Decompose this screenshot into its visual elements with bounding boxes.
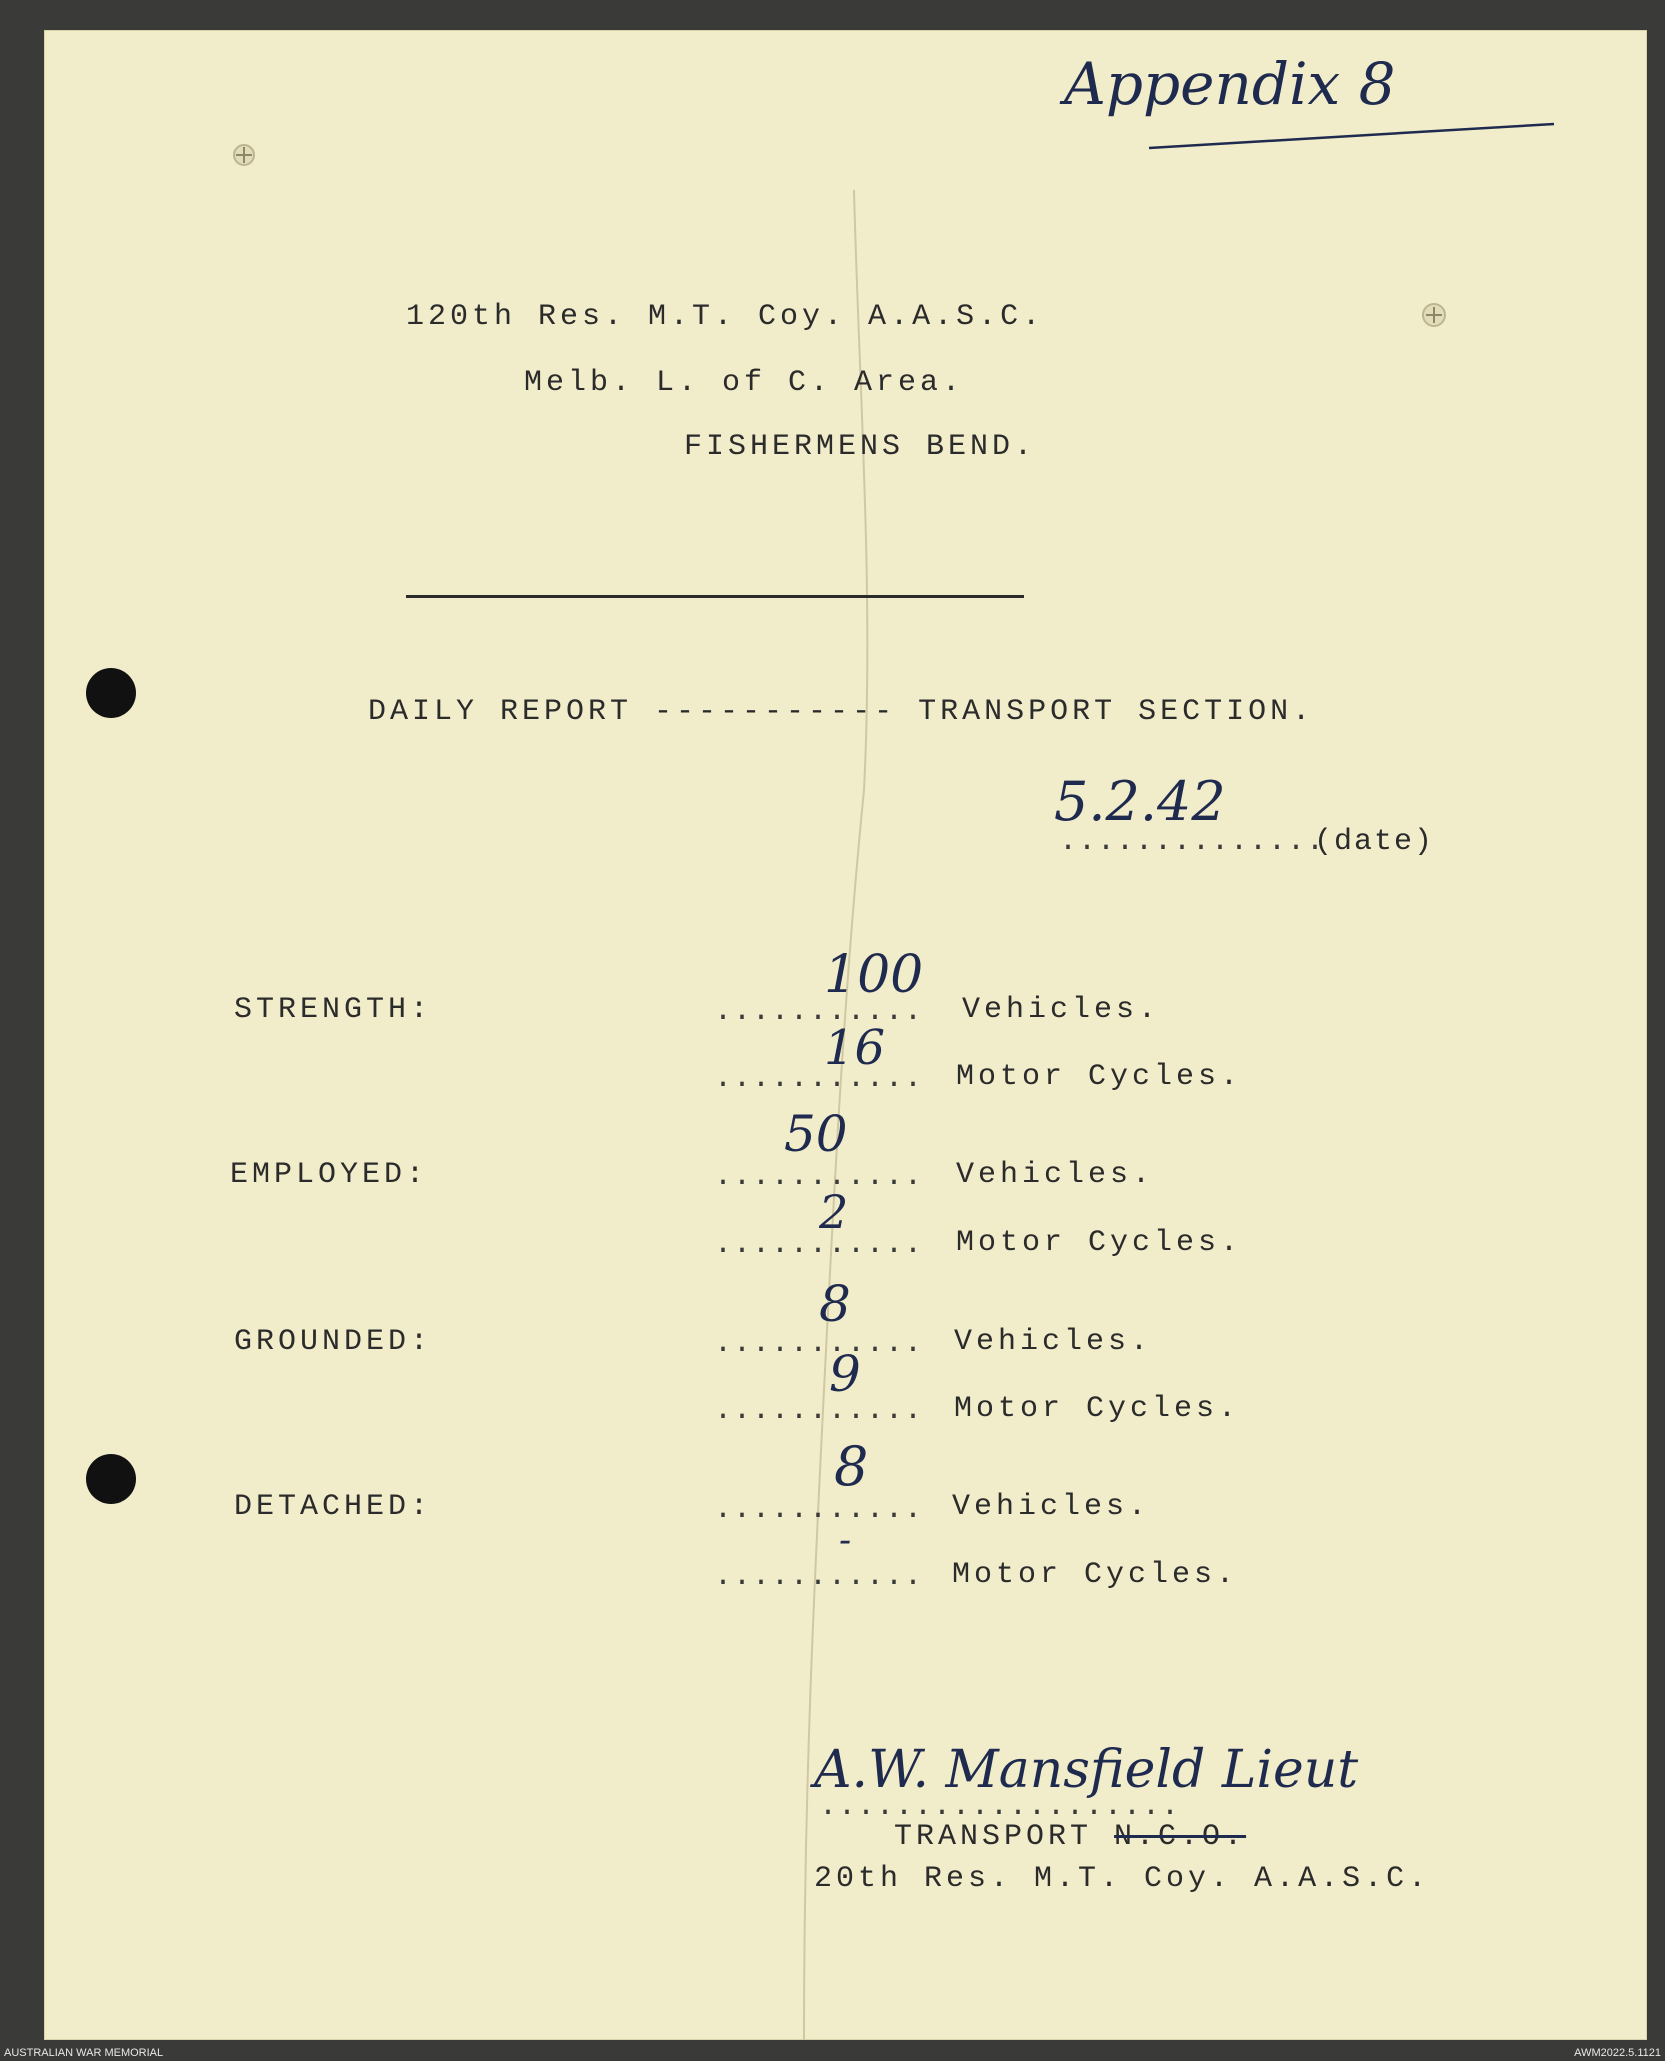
row-dots: ...........	[714, 1160, 924, 1194]
row-value: 8	[834, 1435, 869, 1498]
handwritten-signature: A.W. Mansfield Lieut	[814, 1740, 1359, 1800]
staple-mark-icon	[1404, 280, 1464, 350]
location-name: FISHERMENS BEND.	[684, 430, 1037, 464]
signature-title-prefix: TRANSPORT	[894, 1820, 1093, 1854]
row-dots: ...........	[714, 1062, 924, 1096]
row-unit: Vehicles.	[952, 1490, 1151, 1524]
row-dots: ...........	[714, 1228, 924, 1262]
signature-title	[894, 1820, 1246, 1854]
appendix-annotation: Appendix 8	[1064, 50, 1396, 118]
row-value: 2	[819, 1185, 849, 1239]
footer-left: AUSTRALIAN WAR MEMORIAL	[4, 2047, 164, 2059]
row-label-grounded: GROUNDED:	[234, 1325, 433, 1359]
area-name: Melb. L. of C. Area.	[524, 366, 965, 400]
document-page	[44, 30, 1647, 2040]
header-rule	[406, 595, 1024, 598]
punch-hole	[86, 1454, 136, 1504]
annotation-underline	[1144, 120, 1564, 160]
row-dots: ...........	[714, 995, 924, 1029]
report-date: 5.2.42	[1054, 770, 1226, 833]
date-suffix: (date)	[1314, 825, 1435, 859]
unit-name: 120th Res. M.T. Coy. A.A.S.C.	[406, 300, 1045, 334]
row-value: 50	[784, 1105, 848, 1163]
date-dots: ..............	[1059, 825, 1326, 859]
row-value: 100	[824, 945, 924, 1005]
signature-title-struck: N.C.O.	[1114, 1820, 1247, 1854]
row-value: -	[839, 1520, 852, 1561]
punch-hole	[86, 668, 136, 718]
row-unit: Vehicles.	[956, 1158, 1155, 1192]
row-unit: Motor Cycles.	[952, 1558, 1239, 1592]
row-value: 9	[829, 1345, 861, 1403]
row-label-employed: EMPLOYED:	[230, 1158, 429, 1192]
row-label-strength: STRENGTH:	[234, 993, 433, 1027]
staple-mark-icon	[214, 120, 274, 190]
row-dots: ...........	[714, 1394, 924, 1428]
row-unit: Motor Cycles.	[956, 1060, 1243, 1094]
row-dots: ...........	[714, 1327, 924, 1361]
signature-dots: ...................	[819, 1790, 1181, 1824]
row-unit: Vehicles.	[962, 993, 1161, 1027]
row-label-detached: DETACHED:	[234, 1490, 433, 1524]
row-unit: Motor Cycles.	[956, 1226, 1243, 1260]
signature-unit: 20th Res. M.T. Coy. A.A.S.C.	[814, 1862, 1431, 1896]
report-title: DAILY REPORT ----------- TRANSPORT SECTION.	[368, 695, 1315, 729]
row-unit: Vehicles.	[954, 1325, 1153, 1359]
row-value: 8	[819, 1275, 851, 1333]
row-unit: Motor Cycles.	[954, 1392, 1241, 1426]
footer-right: AWM2022.5.1121	[1574, 2047, 1661, 2059]
row-value: 16	[824, 1020, 886, 1076]
row-dots: ...........	[714, 1493, 924, 1527]
row-dots: ...........	[714, 1560, 924, 1594]
